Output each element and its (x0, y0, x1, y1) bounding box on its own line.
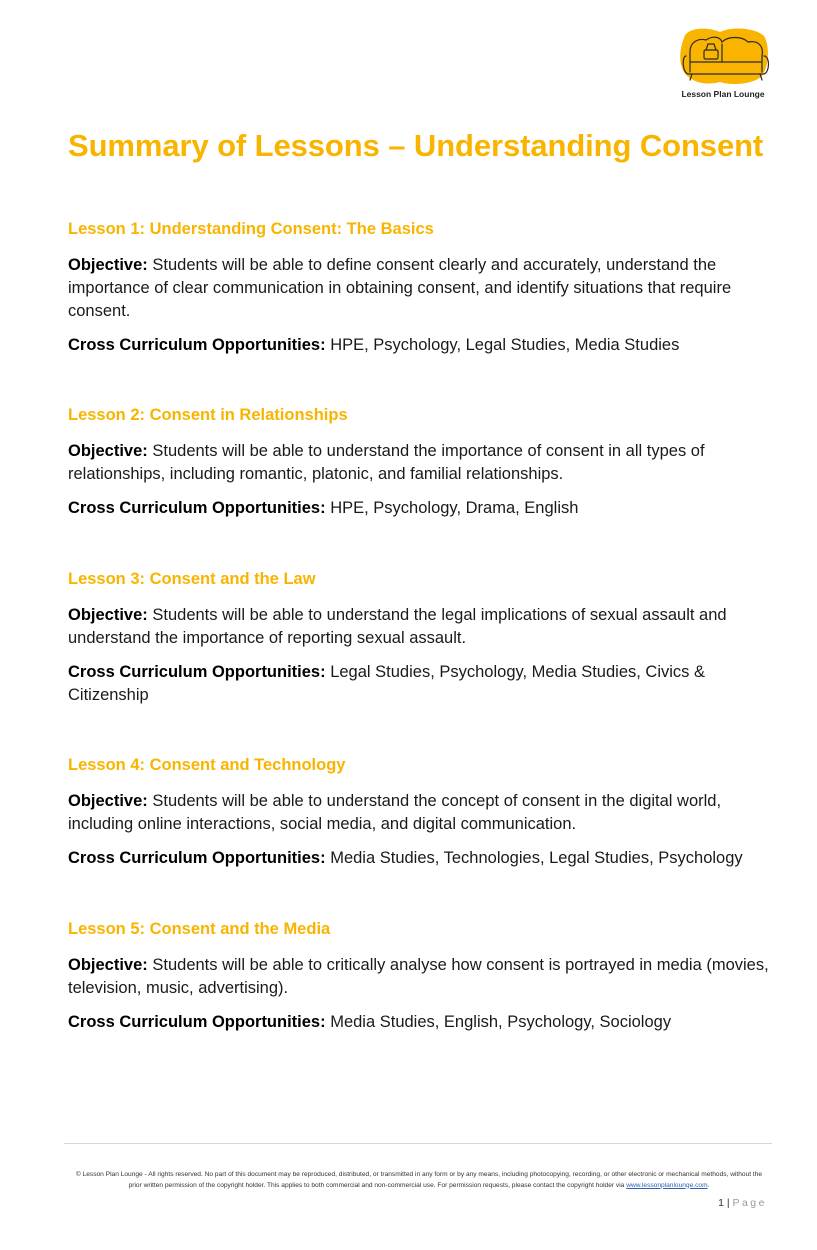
lesson-cross-curriculum (68, 661, 772, 707)
objective-text: Students will be able to understand the legal implications of sexual assault and understand the importance of reporting sexual assault. (68, 606, 727, 647)
footer-copyright (70, 1170, 768, 1191)
lesson-section-5 (68, 918, 772, 1034)
lesson-section-3 (68, 568, 772, 707)
objective-text: Students will be able to define consent clearly and accurately, understand the importance of clear communication in obtaining consent, and identify situations that require consent. (68, 256, 732, 320)
footer-divider (64, 1143, 772, 1144)
lesson-objective (68, 790, 772, 836)
lesson-heading: Lesson 4: Consent and Technology (68, 756, 346, 774)
lesson-heading: Lesson 1: Understanding Consent: The Basics (68, 220, 434, 238)
cross-curriculum-label: Cross Curriculum Opportunities: (68, 336, 326, 354)
lesson-heading: Lesson 5: Consent and the Media (68, 920, 331, 938)
lesson-heading: Lesson 3: Consent and the Law (68, 570, 316, 588)
lesson-objective (68, 604, 772, 650)
objective-label: Objective: (68, 606, 148, 624)
objective-text: Students will be able to understand the importance of consent in all types of relationships, including romantic, platonic, and familial relationships. (68, 442, 705, 483)
lesson-objective (68, 440, 772, 486)
lesson-heading: Lesson 2: Consent in Relationships (68, 406, 348, 424)
objective-text: Students will be able to understand the concept of consent in the digital world, including online interactions, social media, and digital communication. (68, 792, 722, 833)
page-number-value: 1 (718, 1197, 724, 1209)
lesson-cross-curriculum (68, 497, 772, 520)
cross-curriculum-text: HPE, Psychology, Drama, English (330, 499, 579, 517)
objective-label: Objective: (68, 792, 148, 810)
copyright-text: © Lesson Plan Lounge - All rights reserved. No part of this document may be reproduced, distributed, or transmitted in any form or by any means, including photocopying, recording, or other electronic or mechanical methods, without the prior written permission of the copyright holder. This applies to both commercial and non-commercial use. For permission requests, please contact the copyright holder via (75, 1171, 763, 1189)
copyright-suffix: . (707, 1181, 710, 1189)
objective-label: Objective: (68, 256, 148, 274)
lesson-section-1 (68, 218, 772, 357)
lesson-objective (68, 254, 772, 323)
cross-curriculum-text: HPE, Psychology, Legal Studies, Media Studies (330, 336, 680, 354)
cross-curriculum-label: Cross Curriculum Opportunities: (68, 1013, 326, 1031)
website-link[interactable]: www.lessonplanlounge.com (626, 1181, 708, 1189)
logo-label: Lesson Plan Lounge (681, 89, 765, 99)
sofa-logo-icon (676, 26, 770, 88)
objective-label: Objective: (68, 442, 148, 460)
lesson-section-2 (68, 404, 772, 520)
page-number (718, 1197, 767, 1209)
cross-curriculum-text: Media Studies, Technologies, Legal Studies, Psychology (330, 849, 743, 867)
page-title: Summary of Lessons – Understanding Consent (68, 128, 764, 163)
cross-curriculum-text: Media Studies, English, Psychology, Sociology (330, 1013, 672, 1031)
page-separator: | (723, 1197, 733, 1209)
lesson-objective (68, 954, 772, 1000)
objective-text: Students will be able to critically analyse how consent is portrayed in media (movies, television, music, advertising). (68, 956, 769, 997)
cross-curriculum-label: Cross Curriculum Opportunities: (68, 663, 326, 681)
lesson-cross-curriculum (68, 847, 772, 870)
brand-logo (676, 26, 770, 102)
cross-curriculum-label: Cross Curriculum Opportunities: (68, 849, 326, 867)
objective-label: Objective: (68, 956, 148, 974)
cross-curriculum-text: Legal Studies, Psychology, Media Studies, Civics & Citizenship (68, 663, 705, 704)
lesson-section-4 (68, 754, 772, 870)
lesson-cross-curriculum (68, 1011, 772, 1034)
cross-curriculum-label: Cross Curriculum Opportunities: (68, 499, 326, 517)
lesson-cross-curriculum (68, 334, 772, 357)
page-word: Page (732, 1197, 767, 1209)
